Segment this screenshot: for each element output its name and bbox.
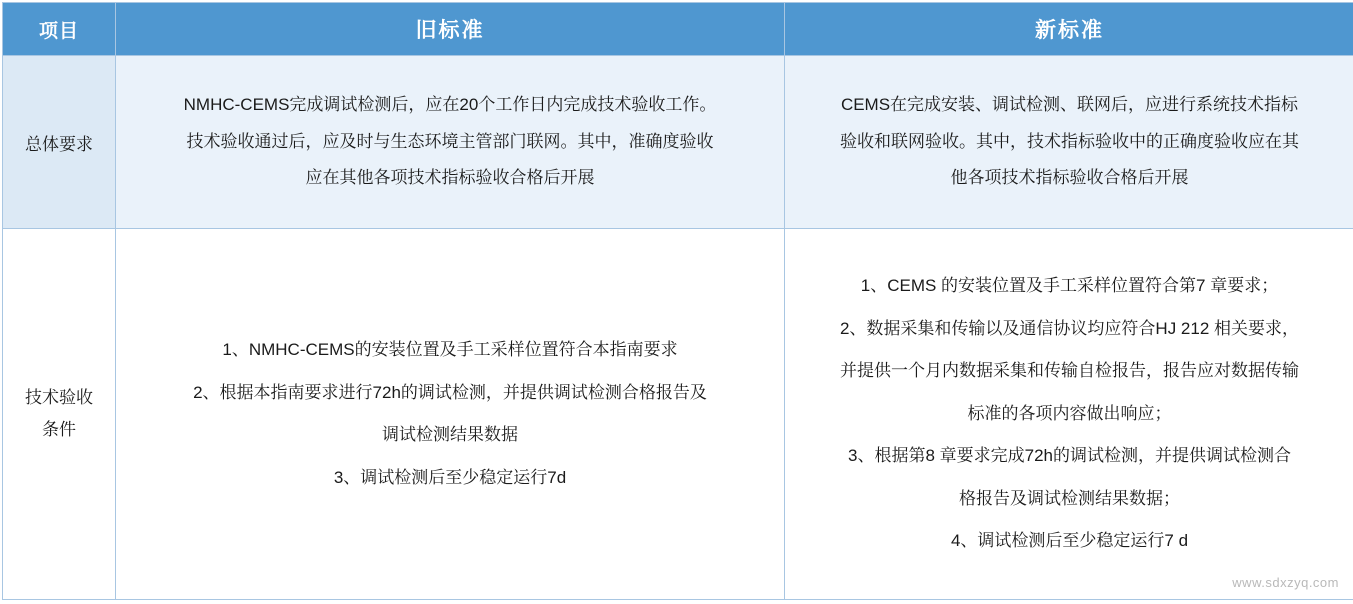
table-header [3,3,1353,56]
cell-acceptance-new [785,229,1353,600]
text-line: 调试检测结果数据 [116,414,784,457]
row-label-overall-requirements: 总体要求 [3,56,116,229]
text-line: 并提供一个月内数据采集和传输自检报告，报告应对数据传输 [785,350,1353,393]
table-row [3,229,1353,600]
standards-comparison-table [2,2,1353,600]
cell-overall-old [116,56,785,229]
text-line: 技术验收通过后，应及时与生态环境主管部门联网。其中，准确度验收 [116,124,784,161]
text-line: 应在其他各项技术指标验收合格后开展 [116,160,784,197]
cell-acceptance-old [116,229,785,600]
text-line: 2、根据本指南要求进行72h的调试检测，并提供调试检测合格报告及 [116,372,784,415]
comparison-table-container [0,2,1353,604]
column-header-old-standard: 旧标准 [116,3,785,56]
table-row [3,56,1353,229]
text-line: 格报告及调试检测结果数据； [785,478,1353,521]
text-line: 条件 [3,414,115,446]
text-line: 3、调试检测后至少稳定运行7d [116,457,784,500]
text-line: 4、调试检测后至少稳定运行7 d [785,520,1353,563]
row-label-acceptance-conditions [3,229,116,600]
text-line: 2、数据采集和传输以及通信协议均应符合HJ 212 相关要求， [785,308,1353,351]
text-line: 1、NMHC-CEMS的安装位置及手工采样位置符合本指南要求 [116,329,784,372]
column-header-item: 项目 [3,3,116,56]
table-body [3,56,1353,600]
text-line: 3、根据第8 章要求完成72h的调试检测，并提供调试检测合 [785,435,1353,478]
text-line: NMHC-CEMS完成调试检测后，应在20个工作日内完成技术验收工作。 [116,87,784,124]
text-line: 验收和联网验收。其中，技术指标验收中的正确度验收应在其 [785,124,1353,161]
text-line: 技术验收 [3,382,115,414]
text-line: 他各项技术指标验收合格后开展 [785,160,1353,197]
watermark: www.sdxzyq.com [1232,575,1339,590]
column-header-new-standard: 新标准 [785,3,1353,56]
table-header-row [3,3,1353,56]
text-line: CEMS在完成安装、调试检测、联网后，应进行系统技术指标 [785,87,1353,124]
cell-overall-new [785,56,1353,229]
text-line: 1、CEMS 的安装位置及手工采样位置符合第7 章要求； [785,265,1353,308]
text-line: 标准的各项内容做出响应； [785,393,1353,436]
